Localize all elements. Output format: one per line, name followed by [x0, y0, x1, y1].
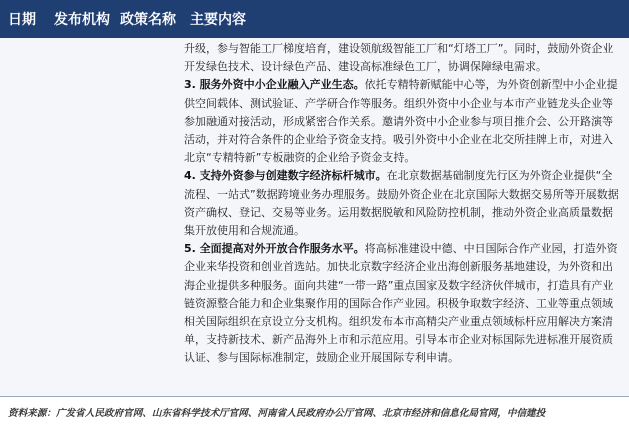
item-4-title: 4. 支持外资参与创建数字经济标杆城市。	[184, 169, 387, 183]
source-note: 资料来源：广发省人民政府官网、山东省科学技术厅官网、河南省人民政府办公厅官网、北京市经济和信息化局官网，中信建投	[8, 408, 546, 419]
column-header-policy: 政策名称	[120, 12, 176, 28]
item-5-body: 将高标准建设中德、中日国际合作产业园，打造外资企业来华投资和创业首选站。加快北京数字经济企业出海创新服务基地建设，为外资和出海企业提供多种服务。面向共建“一带一路”重点国家及数字经济伙伴城市，打造具有产业链资源整合能力和企业集聚作用的国际合作产业园。积极争取数字经济、工业等重点领域相关国际组织在京设立分支机构。组织发布本市高精尖产业重点领域标杆应用解决方案清单，支持新技术、新产品海外上市和示范应用。引导本市企业对标国际先进标准开展资质认证、参与国际标准制定，鼓励企业开展国际专利申请。	[184, 242, 618, 365]
paragraph-item-4	[184, 167, 622, 240]
paragraph-intro: 升级，参与智能工厂梯度培育，建设领航级智能工厂和“灯塔工厂”。同时，鼓励外资企业开发绿色技术、设计绿色产品、建设高标准绿色工厂，协调保障绿电需求。	[184, 42, 614, 74]
paragraph-item-5	[184, 240, 622, 367]
paragraph-item-3	[184, 76, 622, 167]
item-4-body: 在北京数据基础制度先行区为外资企业提供“全流程、一站式”数据跨境业务办理服务。鼓励外资企业在北京国际大数据交易所等开展数据资产确权、登记、交易等业务。运用数据脱敏和风险防控机制，推动外资企业高质量数据集开放使用和合规流通。	[184, 169, 619, 238]
column-header-org: 发布机构	[54, 12, 110, 28]
item-3-title: 3. 服务外资中小企业融入产业生态。	[184, 78, 365, 92]
item-3-body: 依托专精特新赋能中心等，为外资创新型中小企业提供空间载体、测试验证、产学研合作等服务。组织外资中小企业与本市产业链龙头企业等参加融通对接活动，形成紧密合作关系。邀请外资中小企业参与项目推介会、公开路演等活动，并对符合条件的企业给予资金支持。吸引外资中小企业在北交所挂牌上市，对进入北京“专精特新”专板融资的企业给予资金支持。	[184, 78, 618, 165]
column-header-content: 主要内容	[190, 12, 246, 28]
item-5-title: 5. 全面提高对外开放合作服务水平。	[184, 242, 365, 256]
column-header-date: 日期	[8, 12, 36, 28]
table-header	[0, 0, 629, 38]
main-content-cell	[184, 40, 622, 368]
